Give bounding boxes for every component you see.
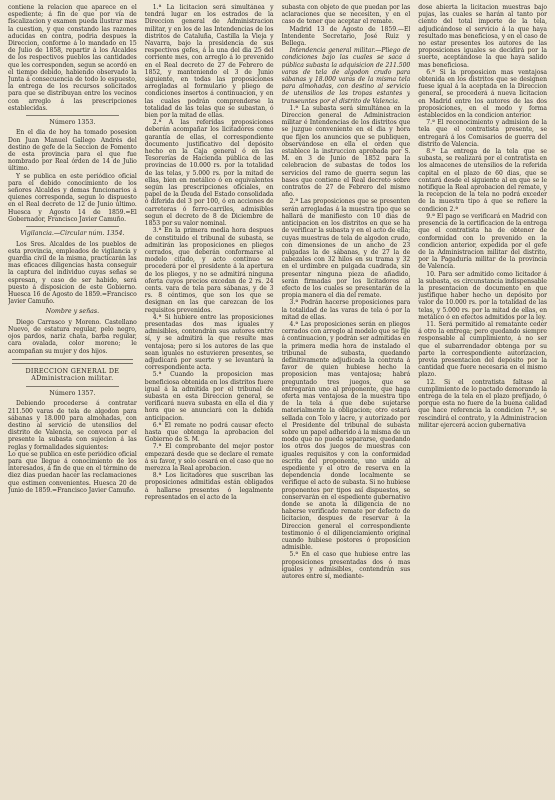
paragraph: 8.ª La entrega de la tela que se subasta, se realizará por el contratista en los almacenes de utensilios de la referida capital en el plazo de 60 dias, que se contará desde el siguiente al en que se le notifique la Real aprobacion del remate, y la recepcion de la tela no podrá exceder de la muestra tipo á que se refiere la condicion 2.ª <box>418 148 547 213</box>
column-3 <box>282 4 411 794</box>
section-divider <box>12 359 133 364</box>
paragraph: 7.ª El reconocimiento y admision de la tela que el contratista presente, se entregará á los Comisarios de guerra del distrito de Valencia. <box>418 119 547 148</box>
signature: Madrid 13 de Agosto de 1859.—El Intendente Secretario, José Ruiz y Bellega. <box>281 25 411 48</box>
paragraph: Diego Carrasco y Moreno. Castellano Nuevo, de estatura regular, pelo negro, ojos pardos, nariz chata, barba regular, cara ovalada, color moreno; le acompañan su mujer y dos hijos. <box>8 318 137 355</box>
paragraph: 12. Si el contratista faltase al cumplimiento de lo pactado demorando la entrega de la tela en el plazo prefijado, ó porque esta no fuere de la buena calidad que hace referencia la condicion 7.ª, se rescindirá el contrato, y la Administracion militar ejercerá accion gubernativa <box>418 378 547 429</box>
paragraph: Y se publica en este periódico oficial para el debido conocimiento de los señores Alcaldes y demas funcionarios á quienes corresponda, segun lo dispuesto en el Real decreto de 12 de Junio último. Huesca y Agosto 14 de 1859.=El Gobernador, Francisco Javier Camuño. <box>8 172 137 223</box>
paragraph: 3.ª En la primera media hora despues de constituido el tribunal de subasta, se admitirán las proposiciones en pliegos cerrados, que deberán conformarse al modelo citado, y acto continuo se procederá por el presidente á la apertura de los pliegos, y no se admitirá ninguna oferta cuyos precios excedan de 2 rs. 24 cents. vara de tela para sábanas, y de 3 rs. 8 céntimos, que son los que se designan en las que carezcan de los requisitos prevenidos. <box>144 227 274 314</box>
notice-heading: Intendencia general militar.—Pliego de condiciones bajo las cuales se saca á pública subasta la adquisicion de 211.500 varas de tela de algodon crudo para sábanas y 18.000 varas de la misma tela para almohadas, con destino al servicio de utensilios de las tropas estantes y transeuntes por el distrito de Valencia. <box>281 47 411 105</box>
notice-number: Número 1353. <box>49 119 96 127</box>
paragraph: contiene la relacion que aparece en el espediente; á fin de que por vía de fiscalizacion y examen pueda ilustrar mas la cuestion, y que constando las razones aducidas en contra, podria despues la Direccion, conforme á lo mandado en 15 de Julio de 1858, repartir á los Alcaldes de los respectivos pueblos las cantidades que les corresponden, segun se acordó en el tiempo debido, habiendo observado la Junta á consecuencia de todo lo espuesto, la entrega de los recursos solicitados para que se distribuyan entre los vecinos con arreglo á las prescripciones establecidas. <box>8 4 137 112</box>
paragraph: 1.ª La licitacion será simultánea y tendrá lugar en los estrados de la Direccion general de Administracion militar, y en los de las Intendencias de los distritos de Cataluña, Castilla la Vieja y Navarra, bajo la presidencia de sus respectivos gefes, á la una del dia 25 del corriente mes, con arreglo á lo prevenido en el Real decreto de 27 de Febrero de 1852, y manteniendo el 3 de Junio siguiente, en todas las proposiciones arregladas al formulario y pliego de condiciones insertos á continuacion, y en las cuales podrán comprenderse la totalidad de las telas que se subastan, ó bien por la mitad de ellas. <box>144 4 274 120</box>
paragraph: 2.ª A las referidas proposiciones deberán acompañar los licitadores como garantía de ellas, el correspondiente documento justificativo del depósito hecho en la Caja general ó en las Tesorerías de Hacienda pública de las provincias de 10.000 rs. por la totalidad de las telas, y 5.000 rs. por la mitad de ellas, bien en metálico ó en equivalentes según las prescripciones oficiales, en papel de la Deuda del Estado consolidada ó diferida del 3 por 100, ó en acciones de carreteras ó ferro-carriles, admisibles segun el decreto de 8 de Diciembre de 1853 por su valor nominal. <box>144 119 274 228</box>
column-2 <box>145 4 274 794</box>
column-4 <box>418 4 547 794</box>
paragraph: 2.ª Las proposiciones que se presenten serán arregladas á la muestra tipo que se hallará de manifiesto con 10 dias de anticipacion en los distritos en que se ha de verificar la subasta y en el acto de ella; cuyas muestras de tela de algodon crudo, con dimensiones de un ancho de 23 pulgadas la de sábanas, y de 27 la de cabezales con 32 hilos en su trama y 32 en el urdimbre en pulgada cuadrada, sin presentar ninguna pieza de añadido, serán firmadas por los licitadores al efecto de los cuales se presentarán de la propia manera el dia del remate. <box>281 198 411 300</box>
divider <box>26 226 119 227</box>
notice-subheading: Nombre y señas. <box>45 308 100 316</box>
paragraph: 3.ª Podrán hacerse proposiciones para la totalidad de las varas de tela ó por la mitad de ellas. <box>281 299 411 321</box>
paragraph: 8.ª Los licitadores que suscriban las proposiciones admitidas están obligados á hallarse presentes ó legalmente representados en el acto de la <box>144 472 274 501</box>
paragraph: 5.ª En el caso que hubiese entre las proposiciones presentadas dos ó mas iguales y admisibles, contendrán sus autores entre sí, mediante- <box>281 551 411 581</box>
paragraph: 9.ª El pago se verificará en Madrid con presencia de la certificacion de la entrega que el contratista ha de obtener de conformidad con lo prevenido en la condicion anterior, expedida por el gefe de la Administracion militar del distrito, por la Pagaduría militar de la provincia de Valencia. <box>418 212 547 271</box>
paragraph: 6.ª Si la proposicion mas ventajosa obtenida en los distritos que se designen fuese igual á la aceptada en la Direccion general, se procederá á nueva licitacion en Madrid entre los autores de las dos proposiciones, en el modo y forma establecidos en la condicion anterior. <box>418 68 547 120</box>
paragraph: 1.ª La subasta será simultánea en la Direccion general de Administracion militar é Intendencias de los distritos que se juzgue conveniente en el dia y hora que fijen los anuncios que se publiquen, observándose en ella el orden que establece la instruccion aprobada por S. M. en 3 de Junio de 1852 para la celebracion de subastas de todos los servicios del ramo de guerra segun las bases que contiene el Real decreto sobre contratos de 27 de Febrero del mismo año. <box>281 104 411 199</box>
divider <box>26 115 119 116</box>
paragraph: Debiendo procederse á contratar 211.500 varas de tela de algodon para sábanas y 18.000 para almohadas, con destino al servicio de utensilios del distrito de Valencia, se convoca por el presente la subasta con sujecion á las reglas y formalidades siguientes: <box>8 400 137 451</box>
notice-number: Número 1357. <box>49 389 96 397</box>
divider <box>26 386 119 387</box>
paragraph: 6.ª El remate no podrá causar efecto hasta que obtenga la aprobacion del Gobierno de S. M. <box>144 421 274 444</box>
column-1 <box>8 4 137 794</box>
paragraph: 11. Será permitido al rematante ceder á otro la entrega; pero quedando siempre responsable al cumplimiento, á no ser que el subarrendador obtenga por su parte la correspondiente autorizacion, previa presentacion del depósito por la cantidad que fuere necesaria en el mismo plazo. <box>418 320 547 379</box>
paragraph: En el dia de hoy ha tomado posesion Don Juan Manuel Gallego Andrés del destino de gefe de la Seccion de Fomento de esta provincia para el que fue nombrado por Real órden de 14 de Julio último. <box>8 129 137 173</box>
paragraph: 4.ª Si hubiere entre las proposiciones presentadas dos mas iguales y admisibles, contendrán sus autores entre sí, y se admitirá la que resulte mas ventajosa; pero si los autores de las que sean iguales no estuvieren presentes, se adjudicará por suerte y se levantará la correspondiente acta. <box>144 313 274 372</box>
paragraph: Los Sres. Alcaldes de los pueblos de esta provincia, empleados de vigilancia y guardia civil de la misma, practicarán las mas eficaces diligencias hasta conseguir la captura del individuo cuyas señas se espresan, y caso de ser habido, será puesto á disposicion de este Gobierno. Huesca 16 de Agosto de 1859.=Francisco Javier Camuño. <box>8 240 137 306</box>
paragraph: 10. Para ser admitido como licitador á la subasta, es circunstancia indispensable la presentacion de documento en que justifique haber hecho un depósito por valor de 10.000 rs. por la totalidad de las telas, y 5.000 rs. por la mitad de ellas, en metálico ó en efectos admitidos por la ley. <box>418 270 547 321</box>
paragraph: dose abierta la licitacion muestras bajo pujas, las cuales se harán al tanto por ciento del total importe de la tela, adjudicándose el servicio á la que haya resultado mas beneficiosa, y en el caso de no estar presentes los autores de las proposiciones iguales se decidirá por la suerte, aceptándose la que haya salido mas beneficiosa. <box>418 4 547 69</box>
paragraph: subasta con objeto de que puedan por las aclaraciones que se necesiten, y en el caso de tener que aceptar el remate. <box>281 4 411 26</box>
paragraph: Lo que se publica en este periódico oficial para que llegue á conocimiento de los interesados, á fin de que en el término de diez dias puedan hacer las reclamaciones que estimen convenientes. Huesca 20 de Junio de 1859.=Francisco Javier Camuño. <box>8 450 137 494</box>
notice-heading: Vigilancia.—Circular núm. 1354. <box>20 230 125 238</box>
text-columns <box>8 4 547 794</box>
paragraph: 4.ª Las proposiciones serán en pliegos cerrados con arreglo al modelo que se fije á continuacion, y podrán ser admitidas en la primera media hora de instalado el tribunal de subasta, quedando definitivamente adjudicada la contrata á favor de quien hubiese hecho la proposicion mas ventajosa; habrá preguntado tres juegos, que se entregarán uno al proponente, que haga oferta mas ventajosa de la muestra tipo de la tela á que debe sujetarse materialmente la obligacion; otro estará sellada con Tolo y lacre, y autorizado por el Presidente del tribunal de subasta sobre un papel adherido á la misma de un modo que no pueda separarse, quedando los otros dos juegos de muestras con iguales requisitos y con la conformidad escrita del proponente, uno unido al espediente y el otro de reserva en la dependencia donde localmente se verifique el acto de subasta. Si no hubiese proponentes por tipos así dispuestos, se conservarán en el espediente gubernativo donde se anota la diligencia de no haberse verificado remate por defecto de licitacion, despues de reservar á la Direccion general el correspondiente testimonio ó el diligenciamiento original cuando hubiese postores ó proposicion admisible. <box>281 320 411 552</box>
paragraph: 7.ª El comprobante del mejor postor empezará desde que se declare el remate á su favor, y solo cesará en el caso que no merezca la Real aprobacion. <box>144 443 274 472</box>
paragraph: 5.ª Cuando la proposicion mas beneficiosa obtenida en los distritos fuere igual á la admitida por el tribunal de subasta en esta Direccion general, se verificará nueva subasta en ella el dia y hora que se anunciará con la debida anticipacion. <box>144 371 274 422</box>
section-title: DIRECCION GENERAL DE ADministracion militar. <box>25 366 120 383</box>
